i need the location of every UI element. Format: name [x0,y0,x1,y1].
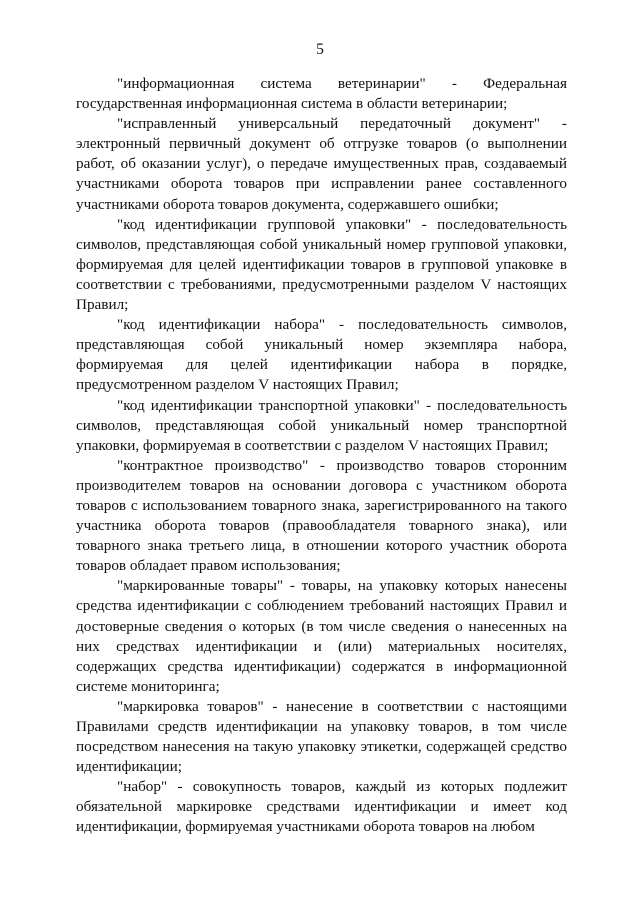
definition-marked-goods: "маркированные товары" - товары, на упаковку которых нанесены средства идентификации с соблюдением требований настоящих Правил и достоверные сведения о которых (в том числе сведения о нанесенных на них средствах идентификации и (или) материальных носителях, содержащих средства идентификации) содержатся в информационной системе мониторинга; [76,577,567,695]
definition-transport-package-code: "код идентификации транспортной упаковки" - последовательность символов, представляющая собой уникальный номер транспортной упаковки, формируемая в соответствии с разделом V настоящих Правил; [76,396,567,454]
definition-goods-marking: "маркировка товаров" - нанесение в соответствии с настоящими Правилами средств идентификации на упаковку товаров, в том числе посредством нанесения на такую упаковку этикетки, содержащей средство идентификации; [76,697,567,776]
definition-contract-production: "контрактное производство" - производство товаров сторонним производителем товаров на основании договора с участником оборота товаров с использованием товарного знака, зарегистрированного на такого участника оборота товаров (правообладателя товарного знака), или товарного знака третьего лица, в отношении которого участник оборота товаров обладает правом использования; [76,456,567,575]
definition-group-package-code: "код идентификации групповой упаковки" - последовательность символов, представляющая собой уникальный номер групповой упаковки, формируемая для целей идентификации товаров в групповой упаковке в соответствии с требованиями, предусмотренными разделом V настоящих Правил; [76,215,567,314]
document-body [76,74,567,838]
definition-corrected-transfer-document: "исправленный универсальный передаточный документ" - электронный первичный документ об отгрузке товаров (о выполнении работ, об оказании услуг), о передаче имущественных прав, создаваемый участниками оборота товаров при исправлении ранее составленного участниками оборота товаров документа, содержавшего ошибки; [76,115,567,213]
definition-information-system-veterinary: "информационная система ветеринарии" - Федеральная государственная информационная система в области ветеринарии; [76,75,567,113]
page-number: 5 [316,41,324,58]
definition-set-code: "код идентификации набора" - последовательность символов, представляющая собой уникальный номер экземпляра набора, формируемая для целей идентификации набора в порядке, предусмотренном разделом V настоящих Правил; [76,316,567,394]
definition-set: "набор" - совокупность товаров, каждый из которых подлежит обязательной маркировке средствами идентификации и имеет код идентификации, формируемая участниками оборота товаров на любом [76,778,567,836]
